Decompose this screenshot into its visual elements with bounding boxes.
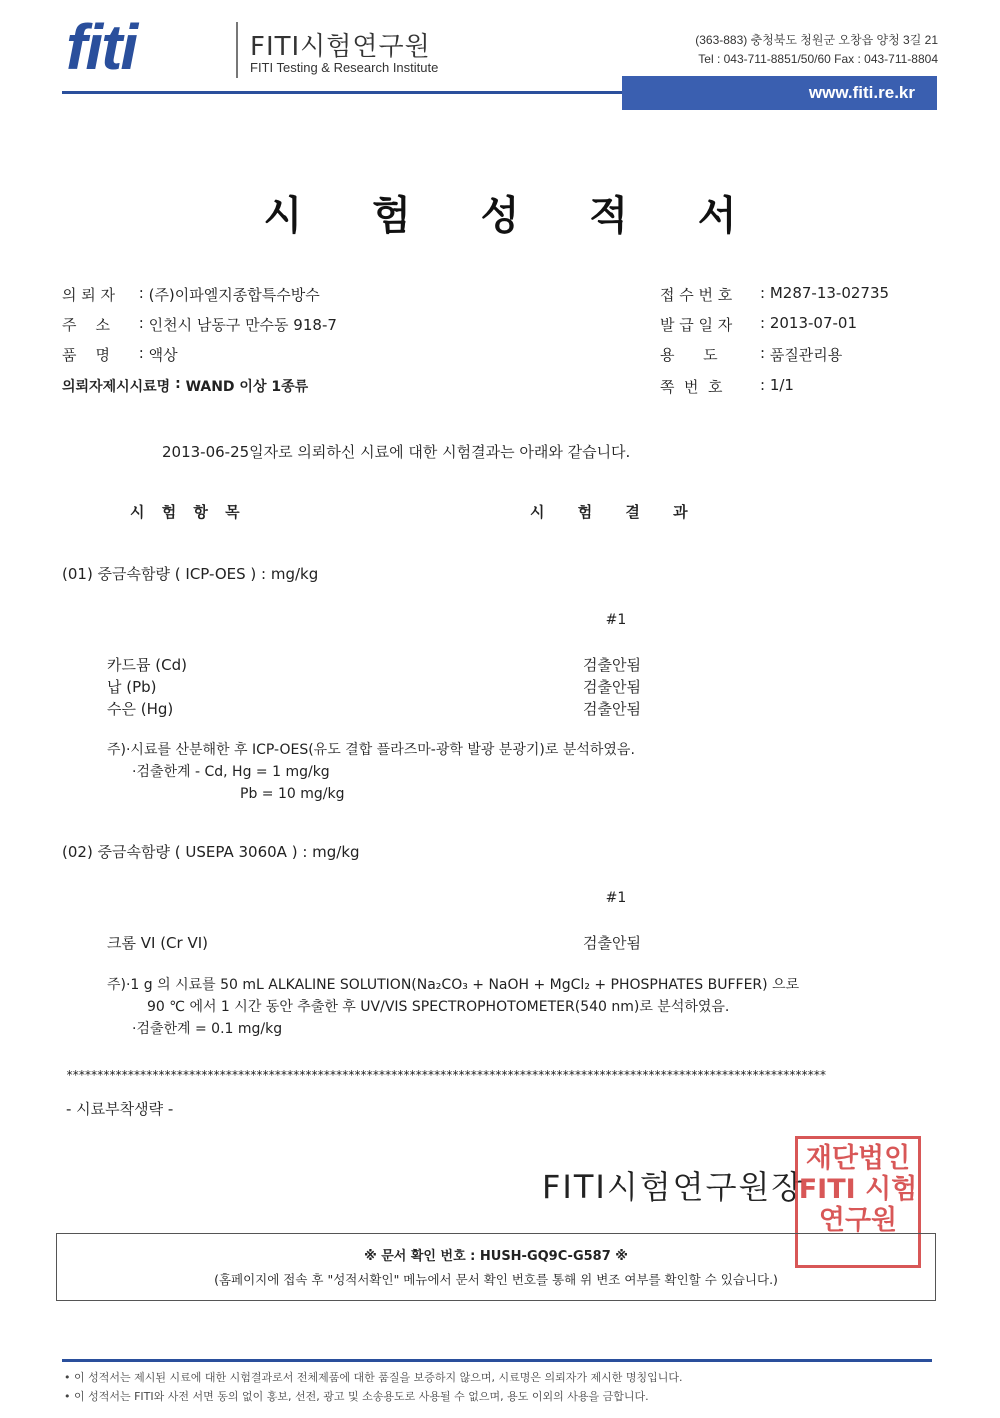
info-sample-name: 의뢰자제시시료명 : WAND 이상 1종류 [62,376,337,406]
info-label: 의 뢰 자 [62,286,116,304]
table-row-result: 검출안됨 [583,700,641,718]
info-purpose: 용 도 : 품질관리용 [660,344,889,376]
section2-heading: (02) 중금속함량 ( USEPA 3060A ) : mg/kg [62,843,360,861]
header-line [62,91,622,94]
section1-sample-id: #1 [605,612,627,628]
info-label: 품 명 [62,346,111,364]
info-label: 용 도 [660,346,718,364]
section1-notes [107,739,635,805]
seal-text: 재단법인 FITI 시험연구원 [798,1143,918,1236]
info-page-number: 쪽 번 호 : 1/1 [660,376,889,406]
info-requester: 의 뢰 자 : (주)이파엘지종합특수방수 [62,284,337,314]
section1-items [107,654,187,720]
section1-results [583,654,641,720]
column-header-item: 시 험 항 목 [130,503,246,521]
footer-note: • 이 성적서는 FITI와 사전 서면 동의 없이 홍보, 선전, 광고 및 소송용도로 사용될 수 없으며, 용도 이외의 사용을 금합니다. [64,1390,649,1403]
info-label: 접 수 번 호 [660,286,733,304]
info-value: M287-13-02735 [769,284,890,302]
verification-instruction: (홈페이지에 접속 후 "성적서확인" 메뉴에서 문서 확인 번호를 통해 위 변조 여부를 확인할 수 있습니다.) [214,1272,778,1287]
section1-heading: (01) 중금속함량 ( ICP-OES ) : mg/kg [62,565,319,583]
footer-note: • 이 성적서는 제시된 시료에 대한 시험결과로서 전체제품에 대한 품질을 보증하지 않으며, 시료명은 의뢰자가 제시한 명칭입니다. [64,1371,683,1384]
institute-address: (363-883) 충청북도 청원군 오창읍 양청 3길 21 [695,33,938,47]
table-row-result: 검출안됨 [583,656,641,674]
institute-name-en: FITI Testing & Research Institute [250,60,439,75]
info-value: (주)이파엘지종합특수방수 [148,286,320,304]
note-line: 90 ℃ 에서 1 시간 동안 추출한 후 UV/VIS SPECTROPHOTOMETER(540 nm)로 분석하였음. [147,999,730,1015]
info-product: 품 명 : 액상 [62,344,337,376]
info-issue-date: 발 급 일 자 : 2013-07-01 [660,314,889,344]
table-row-result: 검출안됨 [583,678,641,696]
info-value: WAND 이상 1종류 [185,379,309,395]
info-label: 발 급 일 자 [660,316,733,334]
note-line: Pb = 10 mg/kg [240,786,345,802]
info-receipt-number: 접 수 번 호 : M287-13-02735 [660,284,889,314]
info-value: 인천시 남동구 만수동 918-7 [148,316,337,334]
info-left [62,284,337,406]
info-value: 품질관리용 [769,346,843,364]
info-right [660,284,889,406]
institute-name-kr: FITI시험연구원 [250,32,431,62]
fiti-logo: fiti [66,11,137,83]
document-title: 시 험 성 적 서 [263,193,765,239]
website-link[interactable]: www.fiti.re.kr [622,76,937,110]
column-header-result: 시 험 결 과 [530,503,702,521]
logo-divider [236,22,238,78]
intro-statement: 2013-06-25일자로 의뢰하신 시료에 대한 시험결과는 아래와 같습니다. [162,443,631,461]
section2-sample-id: #1 [605,890,627,906]
table-row-result: 검출안됨 [583,934,641,952]
verification-code: ※ 문서 확인 번호 : HUSH-GQ9C-G587 ※ [364,1249,628,1264]
info-value: 1/1 [769,376,794,394]
table-row-item: 크롬 VI (Cr VI) [107,934,208,952]
table-row-item: 납 (Pb) [107,678,157,696]
info-label: 의뢰자제시시료명 [62,379,171,395]
info-value: 2013-07-01 [769,314,858,332]
table-row-item: 카드뮴 (Cd) [107,656,187,674]
photo-omitted-note: - 시료부착생략 - [66,1100,174,1118]
info-label: 주 소 [62,316,111,334]
signature: FITI시험연구원장 [542,1168,805,1206]
note-line: ·검출한계 - Cd, Hg = 1 mg/kg [132,764,330,780]
separator-stars: **************************************************************************************************************************** [66,1068,826,1082]
note-line: ·검출한계 = 0.1 mg/kg [132,1021,283,1037]
section2-notes [107,974,967,1040]
note-line: 주)·시료를 산분해한 후 ICP-OES(유도 결합 플라즈마-광학 발광 분광기)로 분석하였음. [107,742,635,758]
info-label: 쪽 번 호 [660,378,723,396]
info-value: 액상 [148,346,178,364]
info-address: 주 소 : 인천시 남동구 만수동 918-7 [62,314,337,344]
footer-notes [64,1368,682,1406]
table-row-item: 수은 (Hg) [107,700,174,718]
institute-tel-fax: Tel : 043-711-8851/50/60 Fax : 043-711-8804 [698,52,938,66]
footer-line [62,1359,932,1362]
verification-box [56,1233,936,1301]
note-line: 주)·1 g 의 시료를 50 mL ALKALINE SOLUTION(Na₂CO₃ + NaOH + MgCl₂ + PHOSPHATES BUFFER) 으로 [107,977,800,993]
